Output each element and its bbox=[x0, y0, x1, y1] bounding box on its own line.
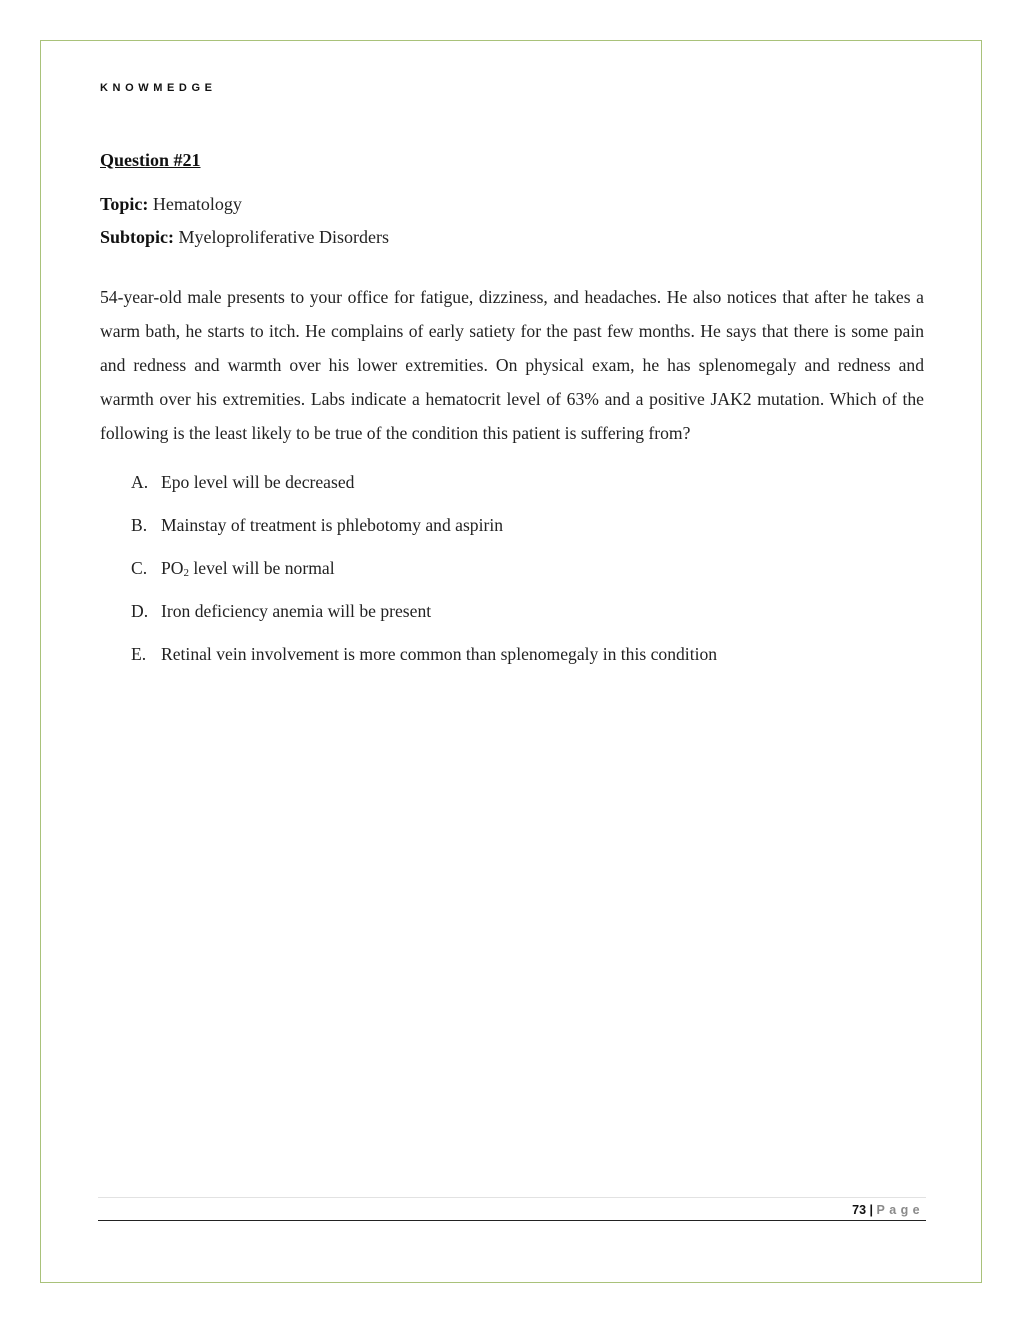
topic-label: Topic: bbox=[100, 194, 149, 214]
header-brand: KNOWMEDGE bbox=[100, 82, 217, 94]
page-word: Page bbox=[876, 1203, 924, 1217]
choice-text: Iron deficiency anemia will be present bbox=[161, 601, 432, 621]
choice-text-prefix: PO bbox=[161, 558, 184, 578]
choice-letter: B. bbox=[131, 515, 148, 535]
answer-choice-c[interactable] bbox=[131, 553, 717, 596]
choice-text: Mainstay of treatment is phlebotomy and aspirin bbox=[161, 515, 504, 535]
answer-choice-e[interactable] bbox=[131, 639, 717, 682]
page-separator: | bbox=[869, 1203, 874, 1217]
choice-letter: D. bbox=[131, 601, 149, 621]
choice-text: Retinal vein involvement is more common than splenomegaly in this condition bbox=[161, 644, 718, 664]
topic-value: Hematology bbox=[152, 194, 242, 214]
page-number: 73 bbox=[852, 1203, 867, 1217]
question-title: Question #21 bbox=[100, 150, 201, 170]
choice-text-suffix: level will be normal bbox=[189, 558, 335, 578]
choice-letter: A. bbox=[131, 472, 149, 492]
subtopic-line bbox=[100, 227, 389, 248]
answer-choices bbox=[131, 467, 717, 682]
footer-page-label bbox=[852, 1203, 924, 1217]
choice-letter: E. bbox=[131, 644, 147, 664]
choice-subscript: 2 bbox=[183, 567, 189, 579]
choice-text bbox=[161, 553, 335, 596]
topic-line bbox=[100, 194, 242, 215]
subtopic-label: Subtopic: bbox=[100, 227, 175, 247]
footer-divider bbox=[98, 1220, 926, 1221]
choice-letter: C. bbox=[131, 558, 148, 578]
answer-choice-d[interactable] bbox=[131, 596, 717, 639]
answer-choice-b[interactable] bbox=[131, 510, 717, 553]
subtopic-value: Myeloproliferative Disorders bbox=[178, 227, 389, 247]
answer-choice-a[interactable] bbox=[131, 467, 717, 510]
choice-text: Epo level will be decreased bbox=[161, 472, 355, 492]
footer-divider-light bbox=[98, 1197, 926, 1198]
question-stem: 54-year-old male presents to your office for fatigue, dizziness, and headaches. He also notices that after he takes a warm bath, he starts to itch. He complains of early satiety for the past few months. He says that there is some pain and redness and warmth over his lower extremities. On physical exam, he has splenomegaly and redness and warmth over his extremities. Labs indicate a hematocrit level of 63% and a positive JAK2 mutation. Which of the following is the least likely to be true of the condition this patient is suffering from? bbox=[100, 287, 924, 443]
